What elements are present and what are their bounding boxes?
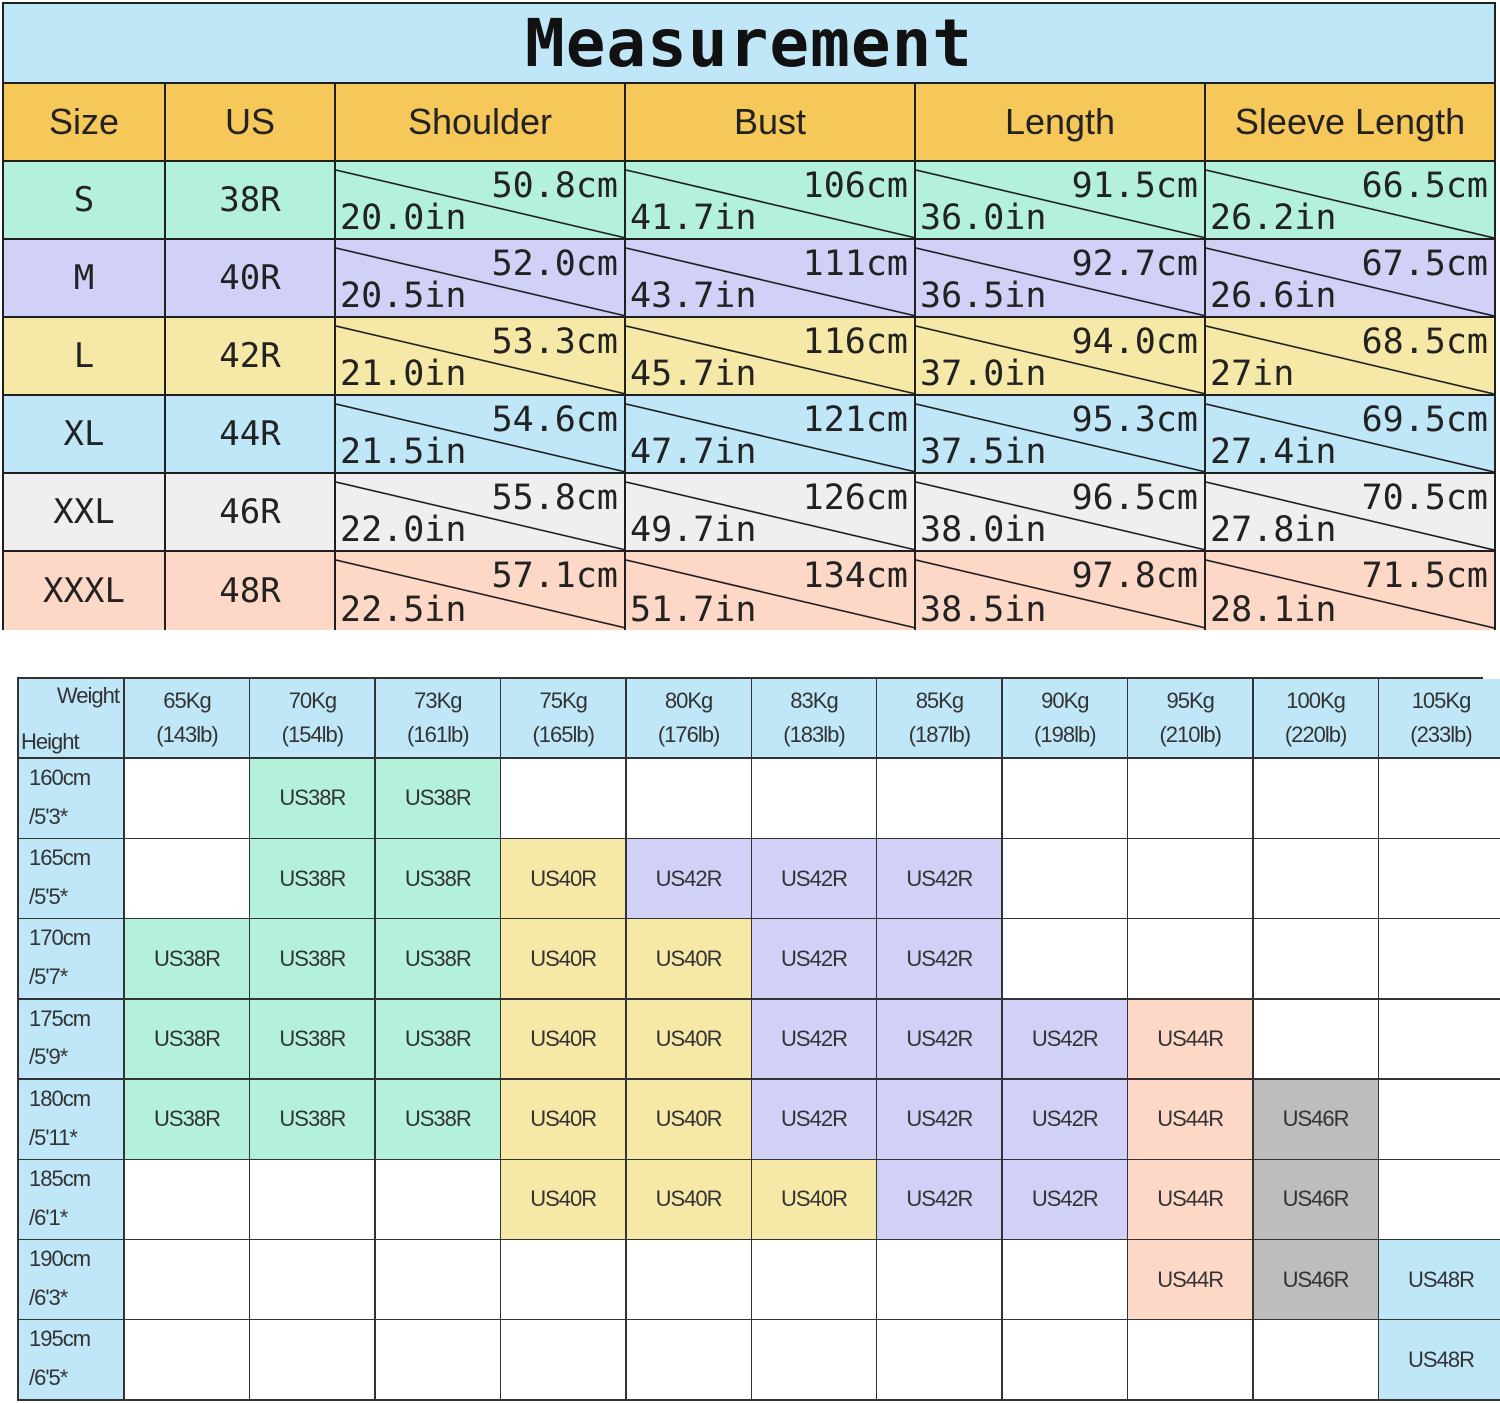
measure-cell-bust [626, 474, 916, 552]
weight-lb: (183lb) [783, 722, 845, 747]
size-recommendation-cell: US40R [627, 1160, 753, 1241]
cm-value: 68.5cm [1361, 322, 1488, 362]
empty-cell [1379, 919, 1500, 1000]
measure-cell-length [916, 396, 1206, 474]
cm-value: 67.5cm [1361, 244, 1488, 284]
weight-kg: 100Kg [1286, 688, 1345, 713]
empty-cell [752, 1320, 878, 1401]
measure-cell-sleeve [1206, 162, 1494, 240]
us-size-cell: 48R [166, 552, 336, 630]
empty-cell [1379, 1080, 1500, 1161]
size-recommendation-cell: US38R [376, 839, 502, 920]
measure-cell-length [916, 552, 1206, 630]
weight-header [1128, 679, 1254, 759]
cm-value: 91.5cm [1071, 166, 1198, 206]
cm-value: 54.6cm [491, 400, 618, 440]
size-recommendation-cell: US40R [501, 839, 627, 920]
inch-value: 27.4in [1210, 432, 1337, 472]
empty-cell [376, 1320, 502, 1401]
size-recommendation-cell: US42R [1003, 1080, 1129, 1161]
empty-cell [1254, 919, 1380, 1000]
empty-cell [501, 1320, 627, 1401]
size-recommendation-chart [17, 677, 1483, 1401]
size-recommendation-cell: US40R [627, 1080, 753, 1161]
size-recommendation-cell: US42R [752, 1000, 878, 1081]
measure-cell-shoulder [336, 474, 626, 552]
size-cell: XL [4, 396, 166, 474]
weight-kg: 70Kg [288, 688, 337, 713]
height-cm: 185cm [29, 1166, 91, 1191]
size-recommendation-cell: US38R [376, 1000, 502, 1081]
measure-cell-bust [626, 240, 916, 318]
weight-header [752, 679, 878, 759]
weight-kg: 73Kg [414, 688, 462, 713]
header-us: US [166, 84, 336, 162]
size-recommendation-cell: US42R [752, 1080, 878, 1161]
header-sleeve-length: Sleeve Length [1206, 84, 1494, 162]
size-cell: L [4, 318, 166, 396]
corner-header [19, 679, 125, 759]
header-length: Length [916, 84, 1206, 162]
height-header [19, 1000, 125, 1081]
inch-value: 43.7in [630, 276, 757, 316]
measure-cell-sleeve [1206, 552, 1494, 630]
empty-cell [1379, 1160, 1500, 1241]
cm-value: 66.5cm [1361, 166, 1488, 206]
weight-kg: 95Kg [1166, 688, 1214, 713]
height-header [19, 1320, 125, 1401]
cm-value: 95.3cm [1071, 400, 1198, 440]
measure-cell-bust [626, 318, 916, 396]
inch-value: 22.0in [340, 510, 467, 550]
size-recommendation-cell: US38R [376, 919, 502, 1000]
cm-value: 71.5cm [1361, 556, 1488, 596]
height-label: Height [21, 729, 79, 754]
weight-lb: (165lb) [532, 722, 594, 747]
inch-value: 47.7in [630, 432, 757, 472]
cm-value: 55.8cm [491, 478, 618, 518]
us-size-cell: 40R [166, 240, 336, 318]
height-ft: /6'1* [29, 1204, 68, 1230]
us-size-cell: 42R [166, 318, 336, 396]
height-ft: /5'9* [29, 1044, 68, 1070]
height-cm: 175cm [29, 1005, 91, 1031]
empty-cell [1128, 1320, 1254, 1401]
size-recommendation-cell: US40R [627, 1000, 753, 1081]
size-recommendation-cell: US48R [1379, 1320, 1500, 1401]
height-ft: /6'5* [29, 1365, 68, 1391]
size-recommendation-cell: US42R [877, 919, 1003, 1000]
empty-cell [125, 1320, 251, 1401]
inch-value: 22.5in [340, 590, 467, 630]
weight-kg: 75Kg [539, 688, 587, 713]
empty-cell [752, 1240, 878, 1321]
cm-value: 53.3cm [491, 322, 618, 362]
cm-value: 97.8cm [1071, 556, 1198, 596]
empty-cell [752, 759, 878, 840]
inch-value: 38.5in [920, 590, 1047, 630]
cm-value: 111cm [802, 244, 908, 284]
height-ft: /5'5* [29, 883, 68, 909]
empty-cell [250, 1160, 376, 1241]
weight-header [877, 679, 1003, 759]
size-recommendation-cell: US40R [627, 919, 753, 1000]
us-size-cell: 38R [166, 162, 336, 240]
empty-cell [1128, 919, 1254, 1000]
empty-cell [1379, 1000, 1500, 1081]
height-header [19, 759, 125, 840]
size-recommendation-cell: US40R [501, 1080, 627, 1161]
size-recommendation-cell: US46R [1254, 1160, 1380, 1241]
weight-lb: (220lb) [1284, 722, 1347, 747]
weight-kg: 80Kg [664, 688, 713, 713]
cm-value: 70.5cm [1361, 478, 1488, 518]
empty-cell [1003, 1240, 1129, 1321]
size-recommendation-cell: US40R [501, 919, 627, 1000]
weight-kg: 83Kg [790, 688, 838, 713]
empty-cell [125, 759, 251, 840]
inch-value: 37.0in [920, 354, 1047, 394]
weight-kg: 65Kg [163, 688, 211, 713]
inch-value: 20.5in [340, 276, 467, 316]
empty-cell [877, 1240, 1003, 1321]
size-recommendation-cell: US42R [877, 1160, 1003, 1241]
weight-header [1254, 679, 1380, 759]
height-ft: /5'7* [29, 964, 68, 990]
cm-value: 121cm [802, 400, 908, 440]
empty-cell [877, 1320, 1003, 1401]
weight-header [125, 679, 251, 759]
height-header [19, 1080, 125, 1161]
cm-value: 126cm [802, 478, 908, 518]
measure-cell-length [916, 474, 1206, 552]
height-ft: /6'3* [29, 1284, 68, 1310]
measure-cell-length [916, 240, 1206, 318]
empty-cell [125, 839, 251, 920]
empty-cell [125, 1160, 251, 1241]
cm-value: 96.5cm [1071, 478, 1198, 518]
empty-cell [125, 1240, 251, 1321]
weight-lb: (143lb) [156, 722, 218, 747]
measure-cell-shoulder [336, 552, 626, 630]
height-ft: /5'11* [29, 1124, 77, 1150]
measure-cell-bust [626, 162, 916, 240]
measure-cell-shoulder [336, 318, 626, 396]
size-cell: S [4, 162, 166, 240]
measure-cell-sleeve [1206, 240, 1494, 318]
size-recommendation-cell: US38R [125, 1080, 251, 1161]
height-header [19, 839, 125, 920]
inch-value: 21.0in [340, 354, 467, 394]
weight-lb: (210lb) [1159, 722, 1221, 747]
size-recommendation-cell: US44R [1128, 1240, 1254, 1321]
inch-value: 37.5in [920, 432, 1047, 472]
empty-cell [1003, 1320, 1129, 1401]
empty-cell [1379, 839, 1500, 920]
weight-lb: (198lb) [1034, 722, 1096, 747]
size-recommendation-cell: US38R [250, 759, 376, 840]
weight-kg: 105Kg [1411, 688, 1471, 713]
height-cm: 160cm [29, 765, 91, 790]
inch-value: 51.7in [630, 590, 757, 630]
height-cm: 190cm [29, 1246, 91, 1272]
inch-value: 41.7in [630, 198, 757, 238]
size-recommendation-cell: US40R [501, 1160, 627, 1241]
header-bust: Bust [626, 84, 916, 162]
size-recommendation-cell: US38R [250, 1000, 376, 1081]
cm-value: 134cm [802, 556, 908, 596]
size-recommendation-cell: US38R [250, 839, 376, 920]
measure-cell-shoulder [336, 240, 626, 318]
weight-header [250, 679, 376, 759]
cm-value: 106cm [802, 166, 908, 206]
cm-value: 69.5cm [1361, 400, 1488, 440]
weight-header [501, 679, 627, 759]
measure-cell-bust [626, 396, 916, 474]
inch-value: 36.5in [920, 276, 1047, 316]
inch-value: 26.6in [1210, 276, 1337, 316]
empty-cell [1003, 919, 1129, 1000]
measurement-table [2, 2, 1496, 630]
empty-cell [250, 1240, 376, 1321]
size-recommendation-cell: US46R [1254, 1240, 1380, 1321]
measure-cell-shoulder [336, 396, 626, 474]
us-size-cell: 44R [166, 396, 336, 474]
inch-value: 21.5in [340, 432, 467, 472]
empty-cell [1254, 839, 1380, 920]
weight-header [1379, 679, 1500, 759]
weight-kg: 90Kg [1041, 688, 1089, 713]
inch-value: 28.1in [1210, 590, 1337, 630]
measure-cell-length [916, 162, 1206, 240]
weight-lb: (176lb) [657, 722, 720, 747]
size-recommendation-cell: US46R [1254, 1080, 1380, 1161]
cm-value: 52.0cm [491, 244, 618, 284]
measure-cell-bust [626, 552, 916, 630]
size-recommendation-cell: US40R [501, 1000, 627, 1081]
inch-value: 26.2in [1210, 198, 1337, 238]
size-recommendation-cell: US48R [1379, 1240, 1500, 1321]
height-header [19, 919, 125, 1000]
size-recommendation-cell: US42R [877, 839, 1003, 920]
height-cm: 180cm [29, 1085, 91, 1111]
size-recommendation-cell: US38R [125, 919, 251, 1000]
measurement-title: Measurement [4, 4, 1494, 84]
measure-cell-length [916, 318, 1206, 396]
size-recommendation-cell: US44R [1128, 1000, 1254, 1081]
height-cm: 165cm [29, 845, 91, 871]
inch-value: 27in [1210, 354, 1295, 394]
size-recommendation-cell: US38R [125, 1000, 251, 1081]
weight-lb: (161lb) [407, 722, 469, 747]
inch-value: 45.7in [630, 354, 757, 394]
height-ft: /5'3* [29, 803, 68, 829]
empty-cell [501, 759, 627, 840]
empty-cell [1254, 759, 1380, 840]
weight-lb: (187lb) [908, 722, 971, 747]
empty-cell [501, 1240, 627, 1321]
size-recommendation-cell: US40R [752, 1160, 878, 1241]
empty-cell [627, 1240, 753, 1321]
size-cell: XXXL [4, 552, 166, 630]
measure-cell-sleeve [1206, 318, 1494, 396]
cm-value: 116cm [802, 322, 908, 362]
size-recommendation-cell: US38R [376, 1080, 502, 1161]
empty-cell [1254, 1000, 1380, 1081]
weight-lb: (154lb) [281, 722, 344, 747]
empty-cell [1379, 759, 1500, 840]
empty-cell [1128, 759, 1254, 840]
inch-value: 27.8in [1210, 510, 1337, 550]
size-recommendation-cell: US38R [250, 919, 376, 1000]
weight-lb: (233lb) [1410, 722, 1472, 747]
height-cm: 195cm [29, 1326, 91, 1352]
cm-value: 50.8cm [491, 166, 618, 206]
weight-header [1003, 679, 1129, 759]
height-header [19, 1240, 125, 1321]
cm-value: 57.1cm [491, 556, 618, 596]
weight-header [376, 679, 502, 759]
height-cm: 170cm [29, 925, 91, 951]
size-recommendation-cell: US42R [1003, 1000, 1129, 1081]
size-recommendation-cell: US42R [1003, 1160, 1129, 1241]
header-shoulder: Shoulder [336, 84, 626, 162]
empty-cell [376, 1160, 502, 1241]
weight-kg: 85Kg [915, 688, 964, 713]
empty-cell [250, 1320, 376, 1401]
empty-cell [376, 1240, 502, 1321]
inch-value: 49.7in [630, 510, 757, 550]
size-recommendation-cell: US42R [752, 839, 878, 920]
weight-label: Weight [56, 683, 119, 708]
inch-value: 20.0in [340, 198, 467, 238]
size-recommendation-cell: US44R [1128, 1080, 1254, 1161]
weight-header [627, 679, 753, 759]
cm-value: 94.0cm [1071, 322, 1198, 362]
inch-value: 36.0in [920, 198, 1047, 238]
empty-cell [877, 759, 1003, 840]
empty-cell [627, 1320, 753, 1401]
cm-value: 92.7cm [1071, 244, 1198, 284]
measure-cell-sleeve [1206, 474, 1494, 552]
size-recommendation-cell: US44R [1128, 1160, 1254, 1241]
header-size: Size [4, 84, 166, 162]
size-recommendation-cell: US42R [752, 919, 878, 1000]
empty-cell [1128, 839, 1254, 920]
size-recommendation-cell: US42R [877, 1080, 1003, 1161]
empty-cell [1003, 839, 1129, 920]
measure-cell-shoulder [336, 162, 626, 240]
height-header [19, 1160, 125, 1241]
measure-cell-sleeve [1206, 396, 1494, 474]
size-cell: M [4, 240, 166, 318]
empty-cell [1003, 759, 1129, 840]
size-recommendation-cell: US42R [877, 1000, 1003, 1081]
size-cell: XXL [4, 474, 166, 552]
size-recommendation-cell: US38R [250, 1080, 376, 1161]
inch-value: 38.0in [920, 510, 1047, 550]
us-size-cell: 46R [166, 474, 336, 552]
empty-cell [1254, 1320, 1380, 1401]
size-recommendation-cell: US38R [376, 759, 502, 840]
size-recommendation-cell: US42R [627, 839, 753, 920]
empty-cell [627, 759, 753, 840]
